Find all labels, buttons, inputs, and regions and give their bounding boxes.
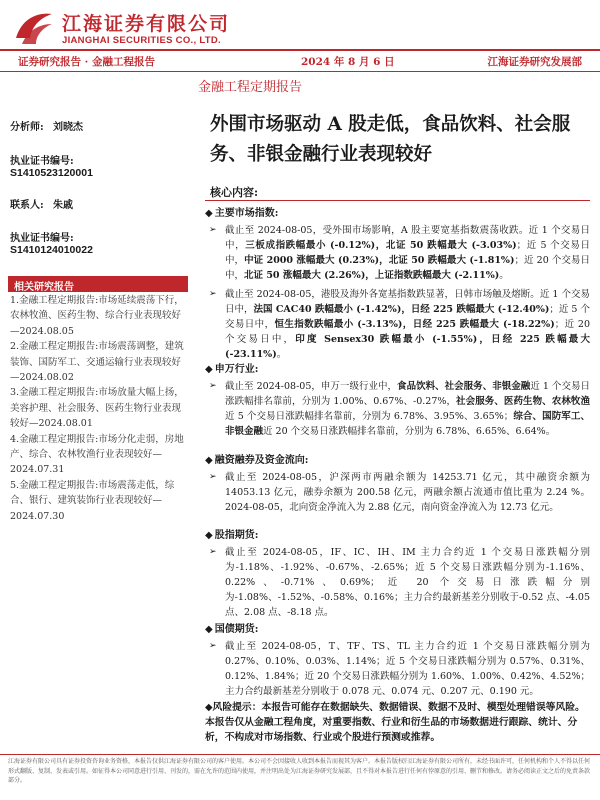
bond-futures-section — [205, 622, 590, 699]
market-overseas-paragraph — [205, 287, 590, 362]
funds-paragraph — [205, 470, 590, 515]
market-index-section — [205, 206, 590, 362]
footer-rule — [0, 754, 600, 755]
text-run: ；近 5 个交易日中， — [225, 304, 590, 330]
bond-futures-title — [205, 622, 590, 637]
diamond-bullet-icon: ◆ — [205, 455, 213, 466]
company-logo — [12, 6, 252, 50]
funds-title — [205, 453, 590, 468]
text-run-bold: 综合、国防军工、非银金融 — [225, 411, 590, 437]
text-run: 近 5 个交易日涨跌幅排名靠前，分别为 6.78%、3.95%、3.65%； — [225, 411, 514, 422]
report-type: 金融工程定期报告 — [198, 80, 303, 95]
text-run-bold: 中证 2000 涨幅最大 (0.23%)，北证 50 跌幅最大 (-1.81%) — [244, 255, 515, 266]
analyst-role-label: 分析师: — [10, 122, 44, 133]
text-run-bold: 印度 Sensex30 跌幅最小 (-1.55%)，日经 225 跌幅最大 (-23.11%) — [225, 334, 590, 360]
industry-section — [205, 362, 590, 439]
related-item[interactable]: 3.金融工程定期报告:市场放量大幅上扬，美容护理、社会服务、医药生物行业表现较好—2024.08.01 — [10, 387, 184, 430]
stock-futures-section — [205, 528, 590, 620]
header-bar — [0, 52, 600, 71]
related-research-list — [10, 293, 188, 524]
text-run-bold: 法国 CAC40 跌幅最小 (-1.42%)，日经 225 跌幅最大 (-12.40%) — [253, 304, 550, 315]
industry-title-text: 申万行业: — [214, 364, 259, 375]
margin-funds-section — [205, 453, 590, 515]
text-run: 。 — [276, 349, 287, 360]
arrow-bullet-icon: ➢ — [209, 547, 217, 557]
report-title: 外围市场驱动 A 股走低，食品饮料、社会服务、非银金融行业表现较好 — [210, 114, 571, 165]
text-run: ；近 5 个交易日中， — [225, 240, 590, 266]
risk-warning: ◆风险提示：本报告可能存在数据缺失、数据错误、数据不及时、模型处理错误等风险。本报告仅从金融工程角度，对重要指数、行业和衍生品的市场数据进行跟踪、统计、分析，不构成对市场指数、行业或个股进行预测或推荐。 — [205, 702, 585, 743]
header-date: 2024 年 8 月 6 日 — [301, 56, 395, 68]
stock-futures-title-text: 股指期货: — [214, 530, 259, 541]
text-run-bold: 恒生指数跌幅最小 (-3.13%)，日经 225 跌幅最大 (-18.22%) — [274, 319, 555, 330]
text-run: 截止至 2024-08-05，申万一级行业中， — [225, 381, 398, 392]
related-item[interactable]: 4.金融工程定期报告:市场分化走弱，房地产、综合、农林牧渔行业表现较好—2024.07.31 — [10, 433, 184, 476]
bond-futures-title-text: 国债期货: — [214, 624, 259, 635]
text-run: 近 1 个交易日涨跌幅排名靠前，分别为 1.00%、0.67%、-0.27%， — [225, 381, 590, 407]
footer-disclaimer: 江海证券有限公司具有证券投资咨询业务资格，本报告仅供江海证券有限公司的客户使用。本公司不会因接收人收到本报告而视其为客户。本报告版权归江海证券有限公司所有，未经书面许可，任何机构和个人不得以任何形式翻版、复制、发表或引用。如征得本公司同意进行引用、刊发的，需在允许的范围内使用，并注明出处为江海证券研究发展部，且不得对本报告进行任何有悖原意的引用、删节和修改。请务必阅读正文之后的免责条款部分。 — [8, 758, 591, 784]
contact-cert-no: S1410124010022 — [10, 244, 93, 256]
arrow-bullet-icon: ➢ — [209, 225, 217, 235]
text-run: 截止至 2024-08-05，T、TF、TS、TL 主力合约近 1 个交易日涨跌幅分别为 0.27%、0.10%、0.03%、1.14%；近 5 个交易日涨跌幅分别为 0.57%、0.31%、0.12%、1.84%；近 20 个交易日涨跌幅分别为 1.60%、1.00%、0.42%、4.52%；主力合约最新基差分别收于 0.078 元、0.074 元、0.207 元、0.190 元。 — [225, 641, 590, 697]
header-department: 江海证券研究发展部 — [487, 56, 582, 68]
text-run-bold: 三板成指跌幅最小 (-0.12%)，北证 50 跌幅最大 (-3.03%) — [245, 240, 517, 251]
diamond-bullet-icon: ◆ — [205, 624, 213, 635]
text-run-bold: 北证 50 涨幅最大 (2.26%)，上证指数跌幅最大 (-2.11%) — [244, 270, 500, 281]
industry-title — [205, 362, 590, 377]
contact-block — [10, 196, 73, 211]
bond-futures-paragraph — [205, 639, 590, 699]
arrow-bullet-icon: ➢ — [209, 381, 217, 391]
analyst-block — [10, 118, 83, 133]
contact-role-label: 联系人: — [10, 200, 44, 211]
related-item[interactable]: 5.金融工程定期报告:市场震荡走低，综合、银行、建筑装饰行业表现较好—2024.07.30 — [10, 479, 175, 522]
analyst-cert-label: 执业证书编号: — [10, 156, 74, 167]
company-name-en: JIANGHAI SECURITIES CO., LTD. — [62, 35, 221, 46]
text-run: ；近 20 个交易日中， — [225, 255, 590, 281]
header-report-category: 证券研究报告 · 金融工程报告 — [18, 56, 155, 68]
analyst-cert-no: S1410523120001 — [10, 167, 93, 179]
text-run: 截止至 2024-08-05，沪深两市两融余额为 14253.71 亿元，其中融资余额为 14053.13 亿元，融券余额为 200.58 亿元，两融余额占流通市值比重为 2.24 %。2024-08-05，北向资金净流入为 2.88 亿元，南向资金净流入为 12.73 亿元。 — [225, 472, 590, 513]
header-rule-bottom — [0, 71, 600, 72]
company-logo-icon — [12, 8, 56, 48]
header-rule — [0, 49, 600, 51]
contact-name: 朱戚 — [53, 200, 74, 211]
core-content-rule — [205, 200, 590, 201]
related-research-heading: 相关研究报告 — [8, 276, 188, 292]
stock-futures-title — [205, 528, 590, 543]
stock-futures-paragraph — [205, 545, 590, 620]
related-item[interactable]: 1.金融工程定期报告:市场延续震荡下行，农林牧渔、医药生物、综合行业表现较好—2024.08.05 — [10, 295, 184, 337]
company-name-cn: 江海证券有限公司 — [62, 13, 231, 35]
diamond-bullet-icon: ◆ — [205, 208, 213, 219]
market-index-title — [205, 206, 590, 221]
diamond-bullet-icon: ◆ — [205, 364, 213, 375]
market-index-title-text: 主要市场指数: — [214, 208, 279, 219]
text-run: 截止至 2024-08-05，受外围市场影响，A 股主要宽基指数震荡收跌。近 1 个交易日中， — [225, 225, 590, 251]
core-content-heading: 核心内容: — [210, 186, 259, 199]
arrow-bullet-icon: ➢ — [209, 289, 217, 299]
industry-paragraph — [205, 379, 590, 439]
text-run-bold: 社会服务、医药生物、农林牧渔 — [456, 396, 590, 407]
related-item[interactable]: 2.金融工程定期报告:市场震荡调整，建筑装饰、国防军工、交通运输行业表现较好—2024.08.02 — [10, 341, 184, 384]
text-run: ；近 20 个交易日中， — [225, 319, 590, 345]
funds-title-text: 融资融券及资金流向: — [214, 455, 309, 466]
text-run: 截止至 2024-08-05，IF、IC、IH、IM 主力合约近 1 个交易日涨跌幅分别为-1.18%、-1.92%、-0.67%、-2.65%；近 5 个交易日涨跌幅分别为-1.16%、0.22%、-0.71%、0.69%；近 20 个交易日涨跌幅分别为-1.08%、-1.52%、-0.58%、0.16%；主力合约最新基差分别收于-0.52 点、-4.05 点、2.08 点、-8.18 点。 — [225, 547, 590, 618]
arrow-bullet-icon: ➢ — [209, 472, 217, 482]
arrow-bullet-icon: ➢ — [209, 641, 217, 651]
text-run-bold: 食品饮料、社会服务、非银金融 — [397, 381, 531, 392]
text-run: 近 20 个交易日涨跌幅排名靠前，分别为 6.78%、6.65%、6.64%。 — [263, 426, 556, 437]
text-run: 。 — [499, 270, 509, 281]
diamond-bullet-icon: ◆ — [205, 530, 213, 541]
market-domestic-paragraph — [205, 223, 590, 283]
text-run: 截止至 2024-08-05，港股及海外各宽基指数跌显著，日韩市场触及熔断。近 1 个交易日中， — [225, 289, 590, 315]
analyst-name: 刘晓杰 — [53, 122, 84, 133]
contact-cert-label: 执业证书编号: — [10, 233, 74, 244]
